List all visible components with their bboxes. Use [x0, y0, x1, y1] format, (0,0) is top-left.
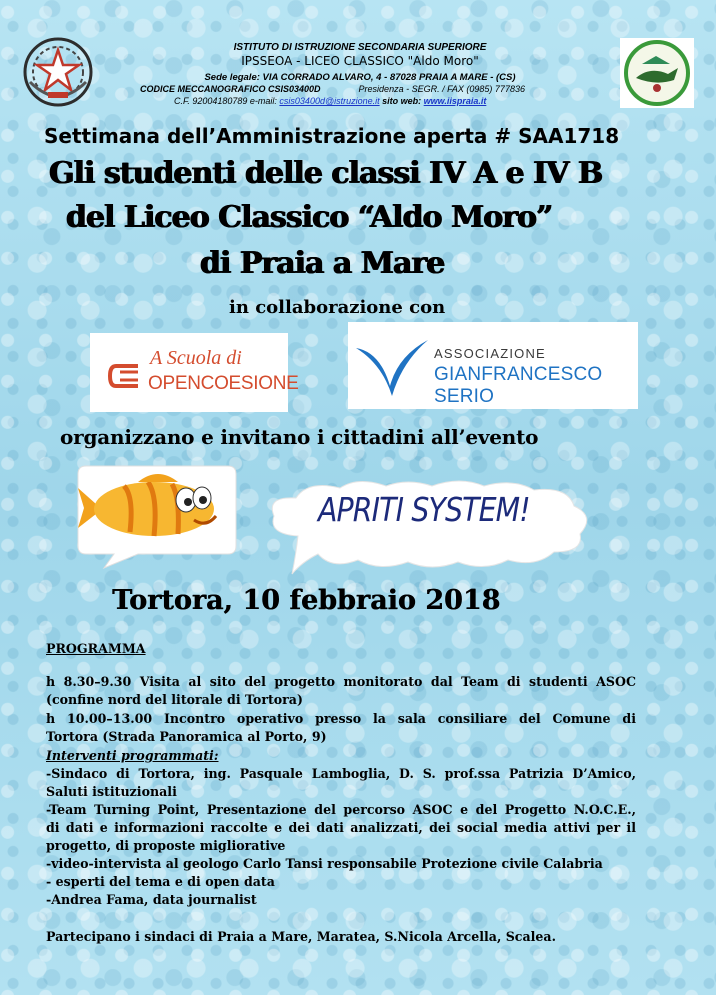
opencoesione-line-1: A Scuola di	[150, 347, 242, 369]
week-title: Settimana dell’Amministrazione aperta # SAA1718	[44, 124, 620, 148]
item-1-text: Visita al sito del progetto monitorato dal Team di studenti ASOC	[131, 674, 637, 689]
item-2-time: h 10.00–13.00	[46, 711, 153, 726]
cf-email-label: C.F. 92004180789 e-mail:	[174, 96, 277, 106]
intervention-4: - esperti del tema e di open data	[46, 874, 275, 889]
intervention-1-line-2: Saluti istituzionali	[46, 784, 177, 799]
intervention-2-line-3: progetto, di proposte migliorative	[46, 838, 286, 853]
institute-name: ISTITUTO DI ISTRUZIONE SECONDARIA SUPERIORE	[233, 42, 487, 53]
headline-line-2: del Liceo Classico “Aldo Moro”	[66, 200, 553, 235]
email-link[interactable]: csis03400d@istruzione.it	[279, 96, 380, 106]
intervention-3: -video-intervista al geologo Carlo Tansi responsabile Protezione civile Calabria	[46, 856, 603, 871]
gfs-line-1: ASSOCIAZIONE	[434, 346, 546, 361]
web-label: sito web:	[382, 96, 422, 106]
italian-republic-emblem-icon	[22, 36, 94, 108]
item-1-location: (confine nord del litorale di Tortora)	[46, 692, 303, 707]
school-codes	[140, 84, 525, 94]
school-names: IPSSEOA - LICEO CLASSICO "Aldo Moro"	[241, 54, 479, 68]
programme-item-2	[46, 710, 636, 746]
intervention-2-line-1: -Team Turning Point, Presentazione del percorso ASOC e del Progetto N.O.C.E.,	[46, 802, 636, 817]
headline-line-3: di Praia a Mare	[200, 246, 445, 281]
presidenza-phone: Presidenza - SEGR. / FAX (0985) 777836	[358, 84, 525, 94]
gianfrancesco-serio-mark-icon	[354, 336, 430, 398]
event-name: APRITI SYSTEM!	[318, 490, 530, 529]
event-date: Tortora, 10 febbraio 2018	[112, 585, 501, 616]
website-link[interactable]: www.iispraia.it	[423, 96, 487, 106]
school-logo-icon	[620, 38, 694, 108]
programme-item-1	[46, 673, 636, 709]
codice-meccanografico: CODICE MECCANOGRAFICO CSIS03400D	[140, 84, 321, 94]
interventions-heading	[46, 747, 636, 765]
opencoesione-line-2: OPENCOESIONE	[148, 373, 299, 394]
collaboration-label: in collaborazione con	[229, 297, 446, 318]
fish-bubble	[74, 462, 238, 570]
programme-heading: PROGRAMMA	[46, 641, 146, 656]
item-1-time: h 8.30–9.30	[46, 674, 132, 689]
item-2-text: Incontro operativo presso la sala consiliare del Comune di	[152, 711, 636, 726]
intervention-5: -Andrea Fama, data journalist	[46, 892, 257, 907]
gianfrancesco-serio-logo	[348, 322, 638, 409]
intervention-2-line-2: di dati e informazioni raccolte e dei dati analizzati, dei social media attivi per il	[46, 820, 636, 835]
headline-line-1: Gli studenti delle classi IV A e IV B	[49, 156, 603, 191]
organize-label: organizzano e invitano i cittadini all’evento	[60, 425, 539, 449]
item-2-location: Tortora (Strada Panoramica al Porto, 9)	[46, 729, 327, 744]
opencoesione-logo	[90, 333, 299, 412]
opencoesione-mark-icon	[108, 363, 142, 389]
closing-note: Partecipano i sindaci di Praia a Mare, Maratea, S.Nicola Arcella, Scalea.	[46, 929, 556, 944]
school-address: Sede legale: VIA CORRADO ALVARO, 4 - 87028 PRAIA A MARE - (CS)	[204, 72, 516, 83]
school-contacts	[174, 96, 486, 106]
intervention-list	[46, 765, 636, 909]
interventions-heading-text: Interventi programmati:	[46, 748, 219, 763]
gfs-line-2: GIANFRANCESCO SERIO	[434, 364, 603, 407]
intervention-1-line-1: -Sindaco di Tortora, ing. Pasquale Lamboglia, D. S. prof.ssa Patrizia D’Amico,	[46, 766, 636, 781]
